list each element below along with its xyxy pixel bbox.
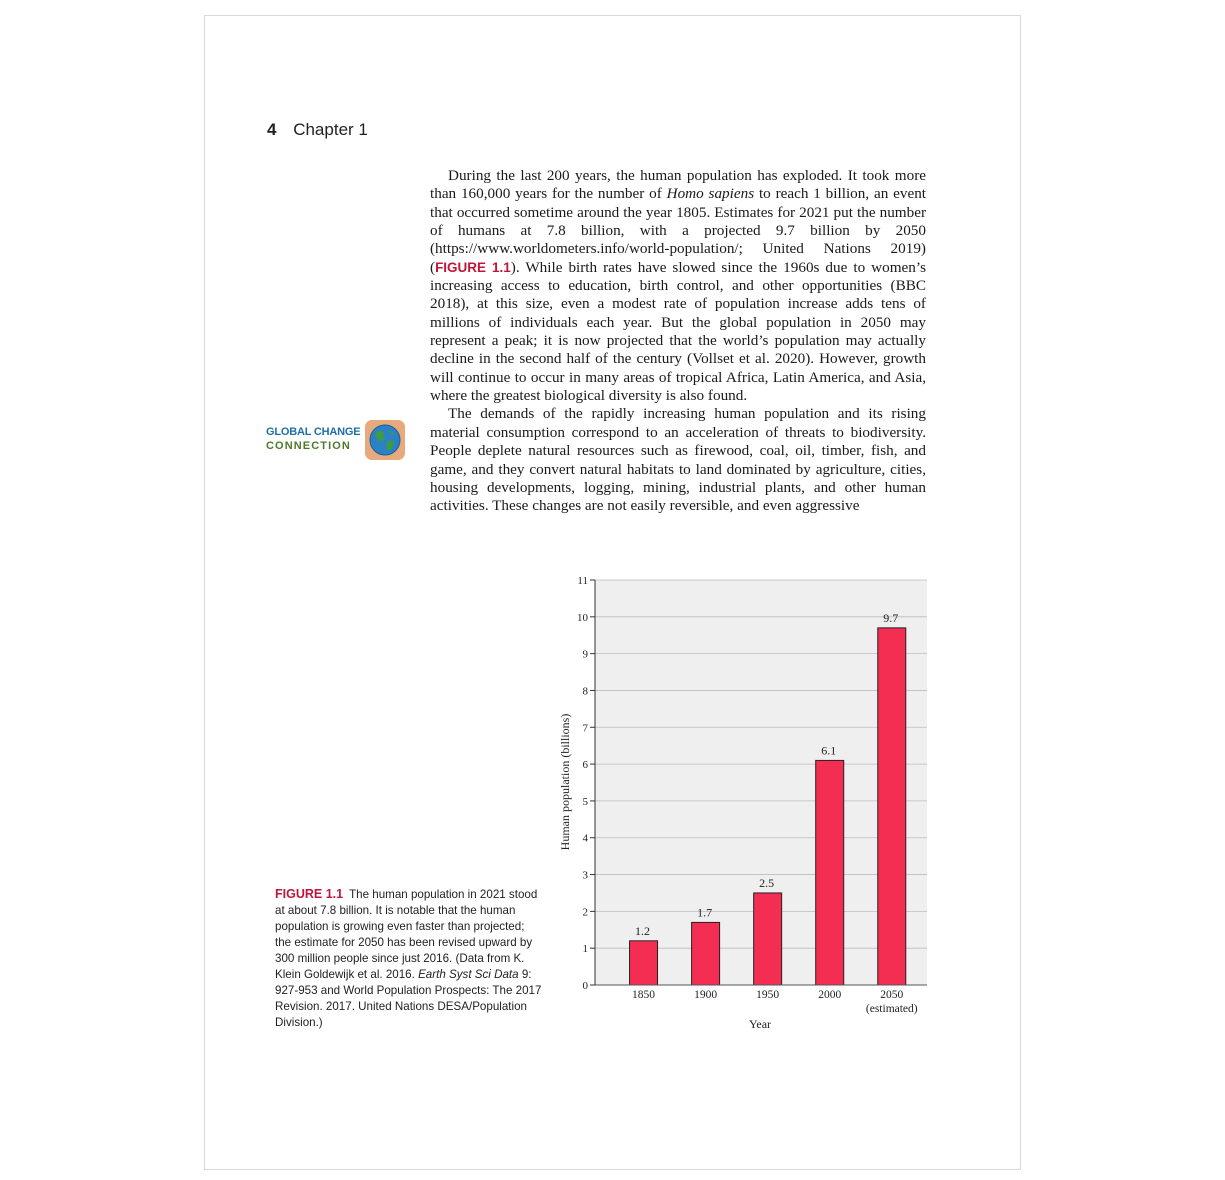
figure-reference-link[interactable]: FIGURE 1.1 [435, 259, 511, 275]
y-tick-label: 4 [582, 832, 588, 845]
data-label: 6.1 [821, 743, 837, 758]
page-number: 4 [267, 120, 277, 139]
x-tick-label: 1850 [632, 989, 656, 1001]
y-tick-label: 2 [582, 906, 588, 919]
x-tick-label: 2000 [818, 989, 842, 1001]
y-axis-ticks [577, 575, 595, 992]
caption-journal: Earth Syst Sci Data [418, 968, 519, 981]
running-header [267, 120, 368, 140]
paragraph-2: The demands of the rapidly increasing human population and its rising material consumption correspond to an acceleration of threats to biodiversity. People deplete natural resources such as firewood, coal, oil, timber, fish, and game, and they convert natural habitats to land dominated by agriculture, cities, housing developments, logging, mining, industrial plants, and other human activities. These changes are not easily reversible, and even aggressive [430, 405, 926, 515]
data-label: 9.7 [883, 610, 899, 625]
badge-line-2: CONNECTION [266, 440, 351, 452]
figure-caption [275, 886, 543, 1031]
paragraph-1-text-c: ). While birth rates have slowed since the 1960s due to women’s increasing access to education, birth control, and other opportunities (BBC 2018), at this size, even a modest rate of population increase adds tens of millions of individuals each year. But the global population in 2050 may represent a peak; it is now projected that the world’s population may actually decline in the second half of the century (Vollset et al. 2020). However, growth will continue to occur in many areas of tropical Africa, Latin America, and Asia, where the greatest biological diversity is also found. [430, 258, 926, 405]
y-tick-label: 8 [582, 685, 588, 698]
bar-2050 [878, 628, 906, 985]
x-tick-label: 1950 [756, 989, 780, 1001]
badge-line-1: GLOBAL CHANGE [266, 426, 361, 438]
bar-1850 [630, 941, 658, 985]
caption-label: FIGURE 1.1 [275, 887, 344, 901]
globe-icon [365, 420, 405, 460]
body-text [430, 167, 926, 516]
data-label: 1.7 [697, 905, 713, 920]
y-tick-label: 7 [582, 722, 588, 735]
data-label: 2.5 [759, 875, 775, 890]
x-tick-label: 1900 [694, 989, 718, 1001]
y-tick-label: 5 [582, 795, 588, 808]
y-tick-label: 0 [582, 980, 588, 992]
bar-1900 [692, 922, 720, 985]
data-label: 1.2 [635, 923, 651, 938]
y-tick-label: 10 [577, 611, 588, 624]
paragraph-1-text-b: to reach 1 billion, an event that occurred sometime around the year 1805. Estimates for 2021 put the number of humans at 7.8 billion, with a projected 9.7 billion by 2050 (https://www.worldometers.info/world-population/; United Nations 2019) ( [430, 185, 927, 276]
paragraph-1-text-a: During the last 200 years, the human population has exploded. It took more than 160,000 years for the number of [430, 167, 926, 203]
paragraph-1 [430, 167, 926, 405]
y-tick-label: 9 [582, 648, 588, 661]
caption-text-a: The human population in 2021 stood at about 7.8 billion. It is notable that the human population is growing even faster than projected; the estimate for 2050 has been revised upward by 300 million people since just 2016. (Data from K. Klein Goldewijk et al. 2016. [275, 888, 538, 981]
bar-2000 [816, 760, 844, 985]
bar-1950 [754, 893, 782, 985]
x-axis-label: Year [748, 1017, 772, 1031]
x-tick-label: 2050 [880, 989, 904, 1001]
global-change-connection-badge[interactable] [266, 420, 406, 460]
species-name: Homo sapiens [666, 185, 755, 203]
caption-text-b: 9: 927-953 and World Population Prospects: The 2017 Revision. 2017. United Nations DESA/Population Division.) [275, 968, 542, 1029]
y-tick-label: 6 [582, 759, 588, 772]
x-tick-sublabel: (estimated) [865, 1003, 918, 1015]
population-bar-chart [550, 565, 930, 1040]
y-tick-label: 11 [577, 575, 588, 587]
y-tick-label: 1 [582, 943, 588, 956]
chapter-title: Chapter 1 [293, 120, 368, 139]
y-tick-label: 3 [582, 869, 588, 882]
y-axis-label: Human population (billions) [558, 713, 572, 851]
